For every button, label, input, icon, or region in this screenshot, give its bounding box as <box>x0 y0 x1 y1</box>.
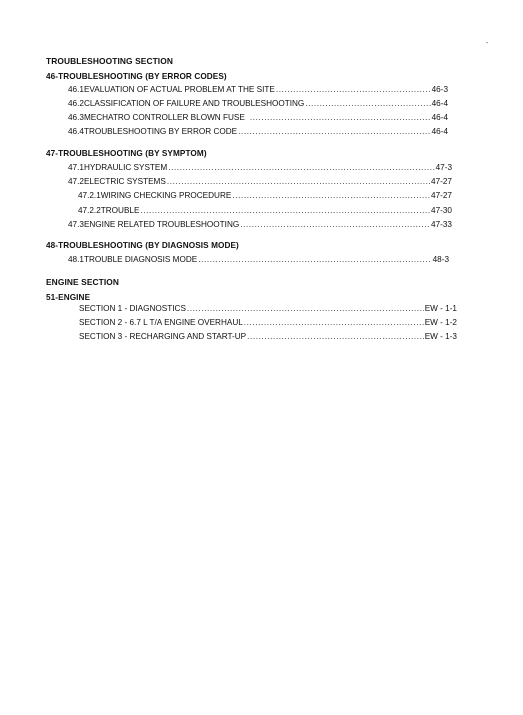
entry-number: 48.1 <box>68 255 84 264</box>
entry-number: 46.2 <box>68 99 84 108</box>
toc-entry-47-1[interactable] <box>68 163 452 172</box>
corner-mark: - <box>486 40 489 47</box>
entry-title: TROUBLE DIAGNOSIS MODE <box>83 255 198 264</box>
chapter-47-title: 47-TROUBLESHOOTING (BY SYMPTOM) <box>46 149 207 158</box>
dot-leader <box>198 255 431 264</box>
toc-entry-47-3[interactable] <box>68 220 452 229</box>
entry-page: EW - 1-1 <box>424 304 457 313</box>
toc-entry-47-2-1[interactable] <box>78 191 452 200</box>
toc-entry-46-1[interactable] <box>68 85 448 94</box>
toc-entry-47-2-2[interactable] <box>78 206 452 215</box>
dot-leader <box>232 191 430 200</box>
entry-page: 48-3 <box>432 255 449 264</box>
entry-number: 47.2.2 <box>78 206 101 215</box>
entry-page: 46-4 <box>431 127 448 136</box>
entry-title: HYDRAULIC SYSTEM <box>83 163 168 172</box>
entry-title: EVALUATION OF ACTUAL PROBLEM AT THE SITE <box>83 85 275 94</box>
entry-page: 47-27 <box>431 177 452 186</box>
entry-title: MECHATRO CONTROLLER BLOWN FUSE <box>83 113 245 122</box>
entry-page: EW - 1-3 <box>424 332 457 341</box>
entry-title: CLASSIFICATION OF FAILURE AND TROUBLESHOOTING <box>83 99 305 108</box>
entry-number: 46.4 <box>68 127 84 136</box>
toc-entry-46-2[interactable] <box>68 99 448 108</box>
toc-entry-engine-1[interactable] <box>79 304 457 313</box>
chapter-48-title: 48-TROUBLESHOOTING (BY DIAGNOSIS MODE) <box>46 241 239 250</box>
dot-leader <box>238 127 431 136</box>
engine-section-heading: ENGINE SECTION <box>46 277 120 287</box>
entry-number: 47.2 <box>68 177 84 186</box>
dot-leader <box>240 220 430 229</box>
dot-leader <box>250 113 431 122</box>
entry-page: 46-4 <box>431 113 448 122</box>
entry-title: SECTION 2 - 6.7 L T/A ENGINE OVERHAUL <box>79 318 243 327</box>
entry-page: 47-3 <box>435 163 452 172</box>
dot-leader <box>167 177 430 186</box>
entry-title: ENGINE RELATED TROUBLESHOOTING <box>83 220 240 229</box>
entry-title: WIRING CHECKING PROCEDURE <box>100 191 232 200</box>
toc-entry-46-4[interactable] <box>68 127 448 136</box>
entry-page: 46-3 <box>431 85 448 94</box>
entry-number: 47.2.1 <box>78 191 101 200</box>
toc-entry-48-1[interactable] <box>68 255 449 264</box>
entry-page: 46-4 <box>431 99 448 108</box>
entry-number: 47.3 <box>68 220 84 229</box>
entry-title: SECTION 3 - RECHARGING AND START-UP <box>79 332 247 341</box>
entry-title: SECTION 1 - DIAGNOSTICS <box>79 304 186 313</box>
toc-entry-engine-2[interactable] <box>79 318 457 327</box>
toc-entry-46-3[interactable] <box>68 113 448 122</box>
dot-leader <box>244 318 424 327</box>
dot-leader <box>140 206 430 215</box>
dot-leader <box>276 85 431 94</box>
entry-number: 47.1 <box>68 163 84 172</box>
entry-page: 47-33 <box>431 220 452 229</box>
dot-leader <box>305 99 430 108</box>
toc-entry-47-2[interactable] <box>68 177 452 186</box>
dot-leader <box>168 163 434 172</box>
entry-number: 46.3 <box>68 113 84 122</box>
dot-leader <box>187 304 424 313</box>
chapter-46-title: 46-TROUBLESHOOTING (BY ERROR CODES) <box>46 72 227 81</box>
entry-page: 47-27 <box>431 191 452 200</box>
entry-title: TROUBLESHOOTING BY ERROR CODE <box>83 127 238 136</box>
entry-title: TROUBLE <box>100 206 140 215</box>
toc-entry-engine-3[interactable] <box>79 332 457 341</box>
chapter-51-title: 51-ENGINE <box>46 293 91 302</box>
entry-page: 47-30 <box>431 206 452 215</box>
entry-number: 46.1 <box>68 85 84 94</box>
entry-title: ELECTRIC SYSTEMS <box>83 177 166 186</box>
entry-page: EW - 1-2 <box>424 318 457 327</box>
dot-leader <box>247 332 424 341</box>
troubleshooting-section-heading: TROUBLESHOOTING SECTION <box>46 56 173 66</box>
